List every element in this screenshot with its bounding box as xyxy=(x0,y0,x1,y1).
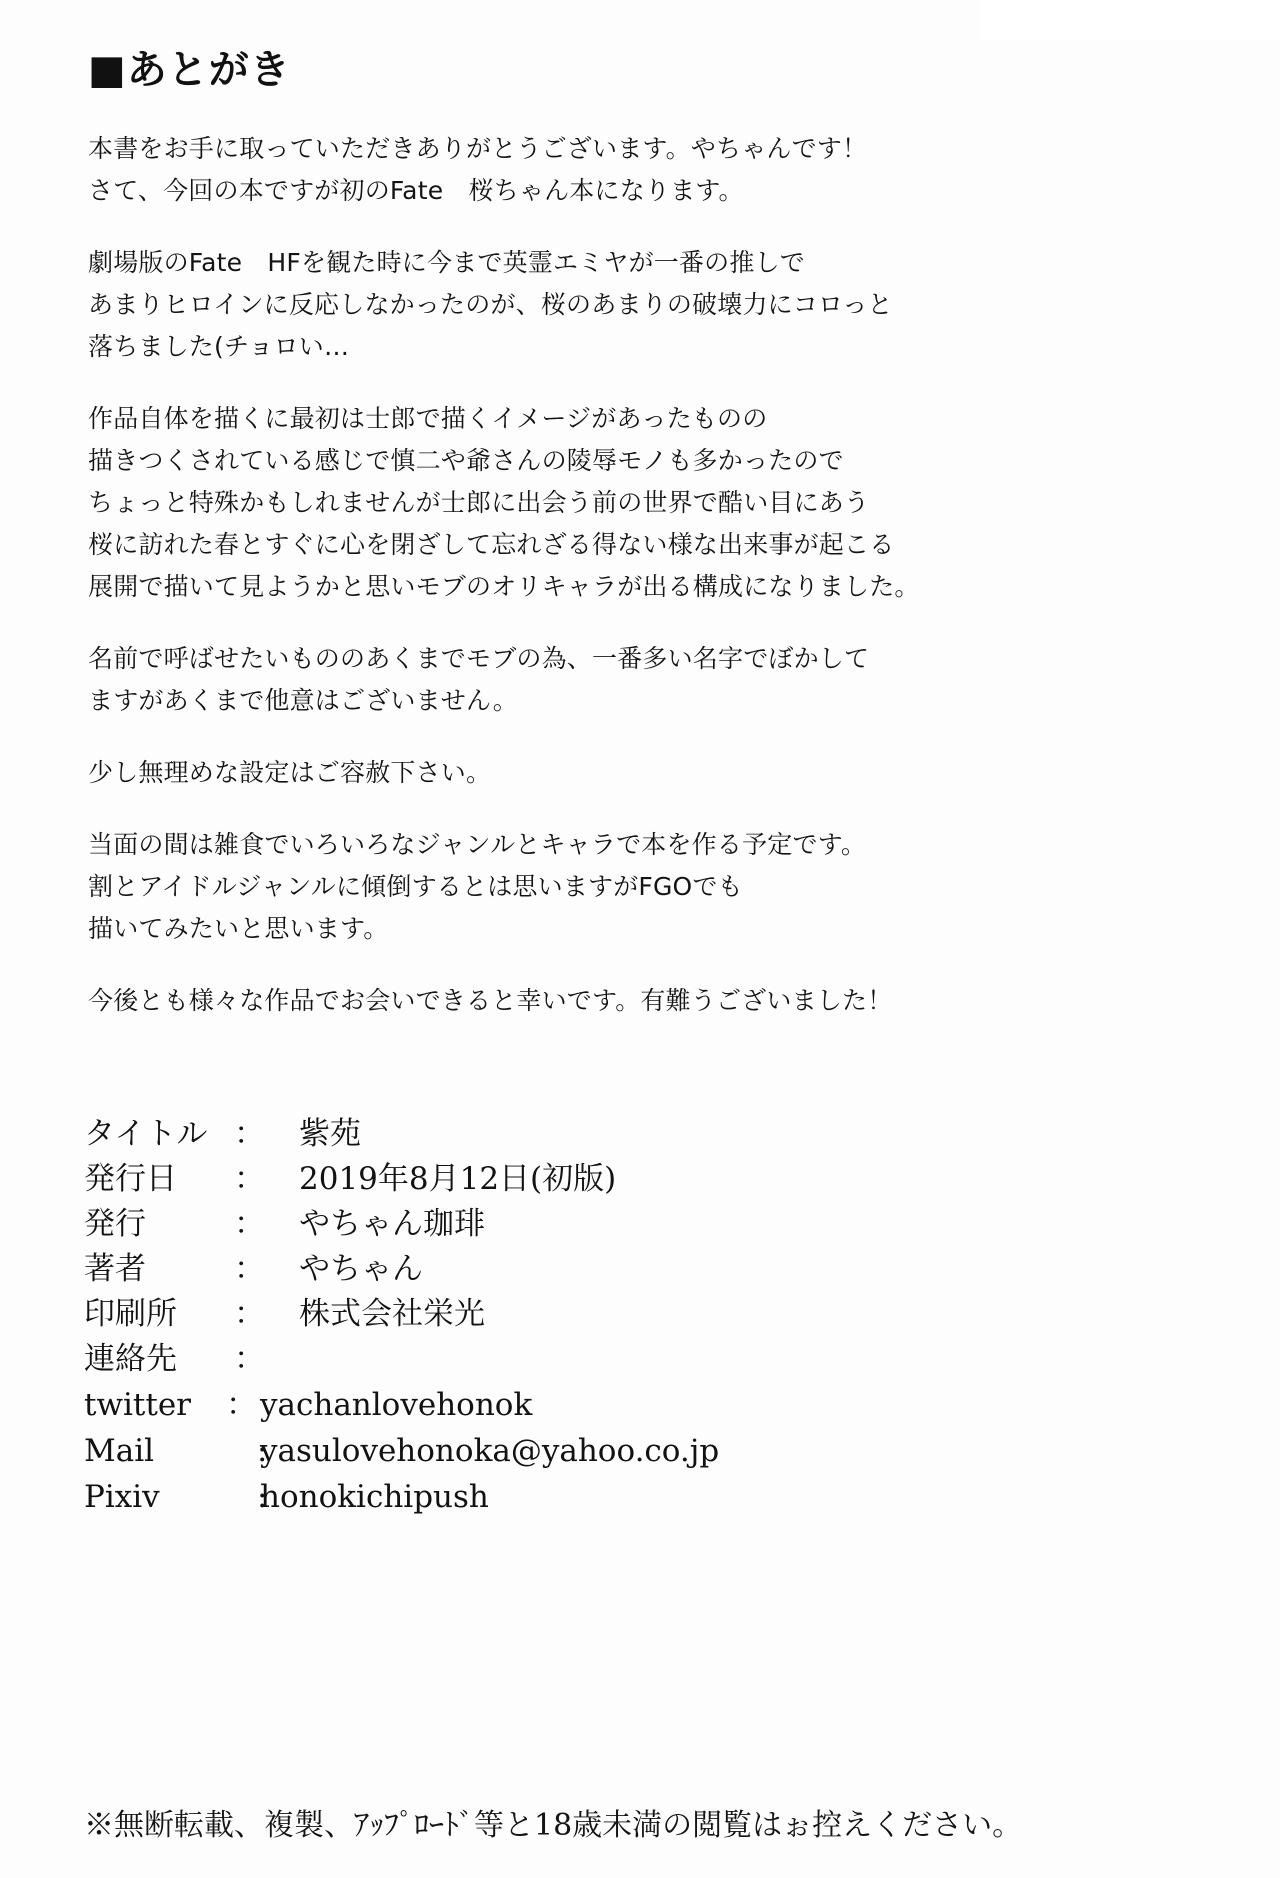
text-line: 今後とも様々な作品でお会いできると幸いです。有難うございました！ xyxy=(88,986,893,1015)
colophon-label: タイトル xyxy=(84,1116,208,1152)
text-line: ちょっと特殊かもしれませんが士郎に出会う前の世界で酷い目にあう xyxy=(88,488,870,517)
text-line: あまりヒロインに反応しなかったのが、桜のあまりの破壊力にコロっと xyxy=(88,290,893,319)
colophon-value: 紫苑 xyxy=(268,1116,361,1152)
contact-value-pixiv[interactable]: honokichipush xyxy=(260,1479,489,1515)
paragraph xyxy=(88,242,1168,368)
contact-row-twitter xyxy=(84,1382,1184,1428)
contact-separator: : xyxy=(226,1433,268,1469)
colophon-label: 連絡先 xyxy=(84,1341,177,1377)
colophon-row-author xyxy=(84,1247,1184,1292)
colophon-row-publisher xyxy=(84,1202,1184,1247)
colophon-label: 発行日 xyxy=(84,1161,177,1197)
text-line: 落ちました(チョロい… xyxy=(88,332,350,361)
colophon-separator: ： xyxy=(234,1161,265,1197)
text-line: 本書をお手に取っていただきありがとうございます。やちゃんです！ xyxy=(88,134,868,163)
contact-label-mail: Mail xyxy=(84,1433,155,1469)
colophon-label: 発行 xyxy=(84,1206,146,1242)
colophon-value: やちゃん珈琲 xyxy=(268,1206,485,1242)
contact-separator: : xyxy=(226,1479,268,1515)
colophon-separator: ： xyxy=(234,1116,265,1152)
text-line: 少し無理めな設定はご容赦下さい。 xyxy=(88,758,492,787)
colophon-label: 著者 xyxy=(84,1251,146,1287)
paragraph xyxy=(88,980,1168,1022)
paragraph xyxy=(88,824,1168,950)
text-line: 劇場版のFate HFを観た時に今まで英霊エミヤが一番の推しで xyxy=(88,248,805,277)
scan-highlight xyxy=(980,0,1280,40)
colophon-row-date xyxy=(84,1157,1184,1202)
colophon-block xyxy=(84,1112,1184,1520)
contact-value-mail[interactable]: yasulovehonoka@yahoo.co.jp xyxy=(260,1433,720,1469)
paragraph xyxy=(88,638,1168,722)
colophon-separator: ： xyxy=(234,1296,265,1332)
text-line: 展開で描いて見ようかと思いモブのオリキャラが出る構成になりました。 xyxy=(88,572,920,601)
copyright-notice: ※無断転載、複製、ｱｯﾌﾟﾛｰﾄﾞ等と18歳未満の閲覧はぉ控えください。 xyxy=(84,1808,1023,1843)
text-line: さて、今回の本ですが初のFate 桜ちゃん本になります。 xyxy=(88,176,744,205)
text-line: 当面の間は雑食でいろいろなジャンルとキャラで本を作る予定です。 xyxy=(88,830,867,859)
colophon-row-contact xyxy=(84,1337,1184,1382)
text-line: 割とアイドルジャンルに傾倒するとは思いますがFGOでも xyxy=(88,872,743,901)
colophon-separator: ： xyxy=(234,1341,265,1377)
colophon-separator: ： xyxy=(234,1251,265,1287)
colophon-value: 株式会社栄光 xyxy=(268,1296,485,1332)
contact-value-twitter[interactable]: yachanlovehonok xyxy=(260,1387,533,1423)
colophon-separator: ： xyxy=(234,1206,265,1242)
text-line: 桜に訪れた春とすぐに心を閉ざして忘れざる得ない様な出来事が起こる xyxy=(88,530,895,559)
afterword-body xyxy=(88,128,1168,1052)
colophon-row-title xyxy=(84,1112,1184,1157)
colophon-label: 印刷所 xyxy=(84,1296,177,1332)
contact-row-pixiv xyxy=(84,1474,1184,1520)
colophon-value: やちゃん xyxy=(268,1251,423,1287)
colophon-row-printer xyxy=(84,1292,1184,1337)
text-line: ますがあくまで他意はございません。 xyxy=(88,686,518,715)
contact-label-pixiv: Pixiv xyxy=(84,1479,160,1515)
contact-label-twitter: twitter xyxy=(84,1387,191,1423)
paragraph xyxy=(88,398,1168,608)
text-line: 作品自体を描くに最初は士郎で描くイメージがあったものの xyxy=(88,404,768,433)
paragraph xyxy=(88,752,1168,794)
contact-separator: ： xyxy=(226,1387,257,1423)
text-line: 描いてみたいと思います。 xyxy=(88,914,389,943)
text-line: 名前で呼ばせたいもののあくまでモブの為、一番多い名字でぼかして xyxy=(88,644,870,673)
text-line: 描きつくされている感じで慎二や爺さんの陵辱モノも多かったので xyxy=(88,446,844,475)
contact-row-mail xyxy=(84,1428,1184,1474)
paragraph xyxy=(88,128,1168,212)
page-title: ■あとがき xyxy=(88,47,291,93)
colophon-value: 2019年8月12日(初版) xyxy=(268,1161,617,1197)
